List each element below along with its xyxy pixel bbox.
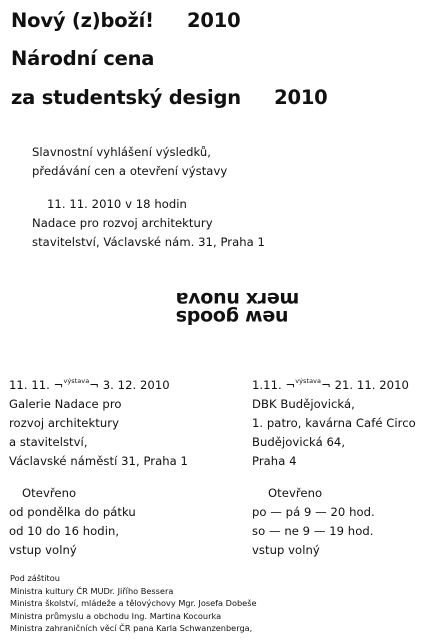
left-open-1: od pondělka do pátku: [9, 505, 136, 519]
event-venue-line-1: Nadace pro rozvoj architektury: [32, 216, 213, 230]
left-venue-2: rozvoj architektury: [9, 416, 119, 430]
right-open-3: vstup volný: [252, 543, 320, 557]
right-arrow-end: ¬: [321, 378, 331, 392]
patronage-title: Pod záštitou: [10, 573, 60, 583]
right-open-title: Otevřeno: [268, 486, 323, 500]
right-open-2: so — ne 9 — 19 hod.: [252, 524, 374, 538]
left-open-2: od 10 do 16 hodin,: [9, 524, 120, 538]
subtitle-year: 2010: [274, 86, 328, 109]
left-dates: [9, 372, 188, 395]
event-venue-line-2: stavitelství, Václavské nám. 31, Praha 1: [32, 235, 265, 249]
left-date-to: 3. 12. 2010: [102, 378, 170, 392]
right-open-1: po — pá 9 — 20 hod.: [252, 505, 375, 519]
right-venue-4: Praha 4: [252, 454, 297, 468]
right-arrow-label: výstava: [295, 377, 322, 385]
right-date-to: 21. 11. 2010: [334, 378, 409, 392]
patronage: [10, 572, 257, 635]
subtitle-text: za studentský design: [11, 86, 241, 109]
left-arrow-end: ¬: [89, 378, 99, 392]
title-line-2: Národní cena: [11, 47, 155, 70]
right-venue-3: Budějovická 64,: [252, 435, 346, 449]
right-exhibition: [252, 372, 416, 560]
right-venue-1: DBK Budějovická,: [252, 397, 355, 411]
merx-nuova-logo: [176, 290, 299, 326]
patronage-line-4: Ministra zahraničních věcí ČR pana Karla Schwanzenberga,: [10, 623, 253, 633]
patronage-line-3: Ministra průmyslu a obchodu Ing. Martina Kocourka: [10, 610, 222, 621]
right-dates: [252, 372, 416, 395]
right-date-from: 1.11.: [252, 378, 282, 392]
left-venue-4: Václavské náměstí 31, Praha 1: [9, 454, 188, 468]
left-open-3: vstup volný: [9, 543, 77, 557]
title-year: 2010: [186, 9, 241, 32]
left-arrow-label: výstava: [63, 377, 90, 385]
title-line-3: [11, 86, 328, 109]
left-open-title: Otevřeno: [22, 486, 77, 500]
event-info: [32, 195, 265, 252]
event-datetime: 11. 11. 2010 v 18 hodin: [47, 197, 187, 211]
left-exhibition: [9, 372, 188, 560]
intro-line-1: Slavnostní vyhlášení výsledků,: [32, 145, 212, 159]
left-venue-1: Galerie Nadace pro: [9, 397, 122, 411]
title-line-1: [11, 9, 240, 32]
intro: [32, 143, 227, 181]
left-date-from: 11. 11.: [9, 378, 50, 392]
logo-line-2: new goods: [176, 306, 289, 328]
intro-line-2: předávání cen a otevření výstavy: [32, 164, 228, 178]
left-venue-3: a stavitelství,: [9, 435, 88, 449]
logo-line-1: merx nuova: [176, 288, 300, 310]
left-arrow-start: ¬: [53, 378, 64, 392]
right-arrow-start: ¬: [285, 378, 296, 392]
right-venue-2: 1. patro, kavárna Café Circo: [252, 416, 416, 430]
patronage-line-2: Ministra školství, mládeže a tělovýchovy Mgr. Josefa Dobeše: [10, 598, 257, 608]
title-text: Nový (z)boží!: [11, 9, 154, 32]
patronage-line-1: Ministra kultury ČR MUDr. Jiřího Bessera: [10, 585, 174, 596]
